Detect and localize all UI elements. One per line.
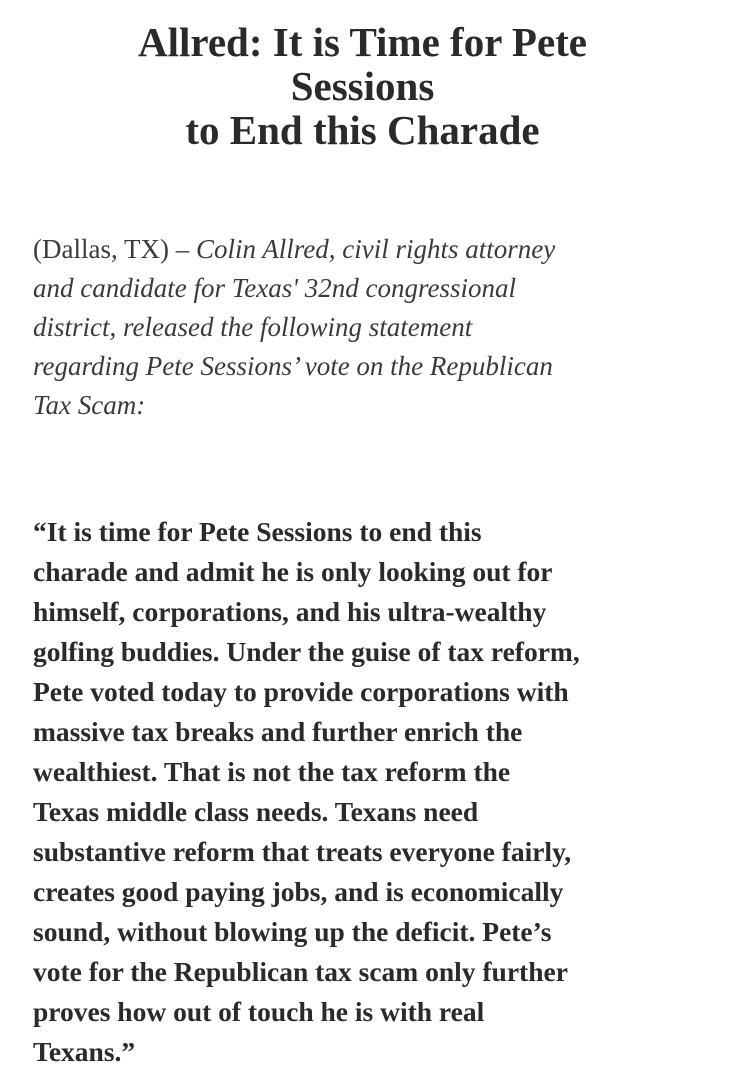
headline-line: Sessions (290, 63, 435, 109)
dateline-paragraph (33, 230, 723, 425)
statement-quote (33, 512, 733, 1072)
headline-line: Allred: It is Time for Pete (137, 19, 588, 65)
dateline-place: (Dallas, TX) – (33, 234, 190, 264)
quote-line: Texas middle class needs. Texans need (33, 796, 479, 827)
quote-line: vote for the Republican tax scam only further (33, 956, 568, 987)
headline (0, 20, 725, 152)
dateline-text-line: Colin Allred, civil rights attorney (195, 234, 556, 264)
quote-line: substantive reform that treats everyone fairly, (33, 836, 572, 867)
dateline-text-line: district, released the following statement (33, 312, 473, 342)
quote-line: himself, corporations, and his ultra-wealthy (33, 596, 547, 627)
quote-line: golfing buddies. Under the guise of tax reform, (33, 636, 580, 667)
quote-line: Pete voted today to provide corporations with (33, 676, 569, 707)
quote-line: sound, without blowing up the deficit. Pete’s (33, 916, 552, 947)
quote-line: massive tax breaks and further enrich the (33, 716, 523, 747)
headline-line: to End this Charade (185, 107, 540, 153)
dateline-text-line: Tax Scam: (33, 390, 146, 420)
dateline-text-line: regarding Pete Sessions’ vote on the Republican (33, 351, 553, 381)
quote-line: “It is time for Pete Sessions to end this (33, 516, 482, 547)
quote-line: proves how out of touch he is with real (33, 996, 485, 1027)
quote-line: Texans.” (33, 1036, 136, 1067)
quote-line: creates good paying jobs, and is economically (33, 876, 564, 907)
dateline-text-line: and candidate for Texas' 32nd congressional (33, 273, 517, 303)
quote-line: wealthiest. That is not the tax reform the (33, 756, 511, 787)
quote-line: charade and admit he is only looking out for (33, 556, 553, 587)
